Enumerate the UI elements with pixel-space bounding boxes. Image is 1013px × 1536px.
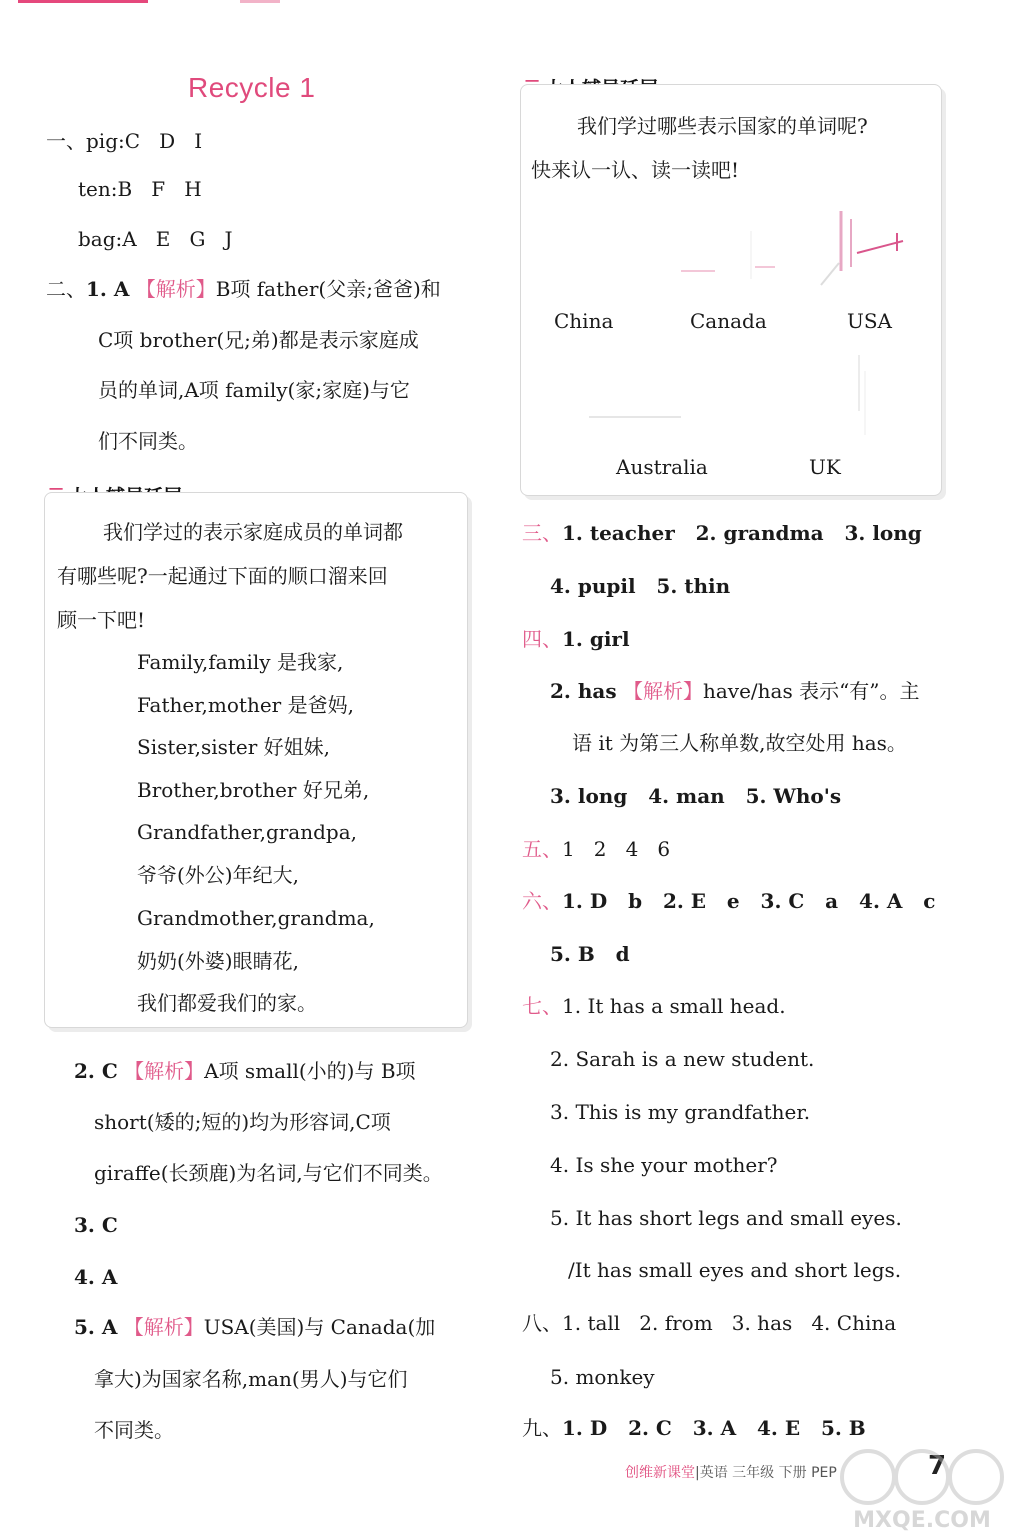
analysis-text: short(矮的;短的)均为形容词,C项 — [94, 1110, 391, 1134]
q2-1-row — [46, 276, 441, 302]
analysis-text: have/has 表示“有”。主 — [702, 679, 920, 703]
answer-line: 3. This is my grandfather. — [550, 1100, 811, 1124]
box-intro-line: 我们学过的表示家庭成员的单词都 — [103, 520, 403, 544]
country-label: China — [554, 309, 614, 333]
flag-sketch-icon — [671, 201, 941, 291]
section-prefix: 五、 — [522, 837, 562, 861]
answer-line: 3. long 4. man 5. Who's — [550, 784, 842, 808]
q3-row — [522, 520, 922, 546]
watermark-ring — [842, 1451, 894, 1503]
analysis-tag: 【解析】 — [124, 1059, 205, 1083]
answer-number: 4. A — [74, 1265, 118, 1289]
answer-number: 3. C — [74, 1213, 118, 1237]
answer-line: 1. girl — [562, 627, 630, 651]
page-footer: 创维新课堂|英语 三年级 下册 PEP — [625, 1465, 837, 1481]
q4-2-row — [550, 678, 920, 704]
tutoring-box-countries — [520, 84, 942, 496]
top-accent-bar — [0, 0, 1013, 6]
answer-line: 5. B d — [550, 942, 630, 966]
analysis-tag: 【解析】 — [622, 679, 703, 703]
rhyme-line: 我们都爱我们的家。 — [137, 991, 317, 1015]
analysis-text: 不同类。 — [94, 1418, 174, 1442]
answer-line: 2. has — [550, 679, 617, 703]
answer-line: 1. D b 2. E e 3. C a 4. A c — [562, 889, 936, 913]
analysis-tag: 【解析】 — [135, 277, 216, 301]
footer-brand: 创维新课堂 — [625, 1465, 695, 1481]
q2-5-row — [74, 1314, 435, 1340]
q1-letters: A E G J — [122, 227, 233, 251]
q1-row — [46, 128, 202, 154]
section-prefix: 九、 — [522, 1416, 562, 1440]
answer-number: 5. A — [74, 1315, 118, 1339]
section-prefix: 六、 — [522, 889, 562, 913]
q2-2-row — [74, 1058, 416, 1084]
footer-grade: 三年级 — [732, 1465, 775, 1481]
answer-line: 1. It has a small head. — [562, 994, 786, 1018]
footer-edition: PEP — [811, 1465, 837, 1481]
rhyme-line: Brother,brother 好兄弟, — [137, 778, 370, 802]
box-intro-line: 快来认一认、读一读吧! — [531, 158, 740, 182]
rhyme-line: Sister,sister 好姐妹, — [137, 735, 331, 759]
answer-line: 1. tall 2. from 3. has 4. China — [562, 1311, 897, 1335]
answer-number: 2. C — [74, 1059, 118, 1083]
q1-word: pig: — [86, 129, 125, 153]
section-prefix: 七、 — [522, 994, 562, 1018]
answer-line: 4. Is she your mother? — [550, 1153, 778, 1177]
country-label: USA — [847, 309, 892, 333]
rhyme-line: Grandfather,grandpa, — [137, 820, 357, 844]
q9-row — [522, 1415, 866, 1441]
q5-row — [522, 836, 670, 862]
answer-line: 1. teacher 2. grandma 3. long — [562, 521, 922, 545]
analysis-text: 员的单词,A项 family(家;家庭)与它 — [98, 378, 410, 402]
page-number: 7 — [928, 1451, 947, 1481]
box-intro-line: 我们学过哪些表示国家的单词呢? — [577, 114, 868, 138]
section-prefix: 四、 — [522, 627, 562, 651]
answer-line: 4. pupil 5. thin — [550, 574, 731, 598]
watermark-logo — [838, 1447, 1008, 1535]
answer-line: 1. D 2. C 3. A 4. E 5. B — [562, 1416, 866, 1440]
footer-subject: 英语 — [699, 1465, 728, 1481]
top-accent-segment — [240, 0, 280, 3]
q1-word: ten: — [78, 177, 118, 201]
analysis-text: A项 small(小的)与 B项 — [204, 1059, 416, 1083]
footer-term: 下册 — [778, 1465, 807, 1481]
q1-row — [78, 176, 202, 202]
q8-row — [522, 1310, 896, 1336]
section-prefix: 二、 — [46, 277, 86, 301]
top-accent-segment — [18, 0, 148, 3]
q1-word: bag: — [78, 227, 123, 251]
analysis-text: USA(美国)与 Canada(加 — [203, 1315, 436, 1339]
rhyme-line: Father,mother 是爸妈, — [137, 693, 354, 717]
country-label: UK — [809, 455, 841, 479]
rhyme-line: 奶奶(外婆)眼睛花, — [137, 949, 299, 973]
answer-line: 2. Sarah is a new student. — [550, 1047, 815, 1071]
flag-sketch-icon — [581, 351, 881, 441]
watermark-text: MXQE.COM — [853, 1508, 991, 1533]
answer-line: 1 2 4 6 — [562, 837, 671, 861]
analysis-text: 语 it 为第三人称单数,故空处用 has。 — [572, 731, 907, 755]
page-title: Recycle 1 — [188, 72, 316, 103]
box-intro-line: 顾一下吧! — [57, 608, 146, 632]
q7-row — [522, 993, 786, 1019]
watermark-ring — [896, 1451, 948, 1503]
analysis-tag: 【解析】 — [123, 1315, 204, 1339]
section-prefix: 八、 — [522, 1311, 562, 1335]
analysis-text: 们不同类。 — [98, 429, 198, 453]
country-label: Australia — [616, 455, 708, 479]
box-intro-line: 有哪些呢?一起通过下面的顺口溜来回 — [57, 564, 388, 588]
section-prefix: 一、 — [46, 129, 86, 153]
watermark-ring — [950, 1451, 1002, 1503]
rhyme-line: Grandmother,grandma, — [137, 906, 375, 930]
analysis-text: giraffe(长颈鹿)为名词,与它们不同类。 — [94, 1161, 443, 1185]
q6-row — [522, 888, 935, 914]
answer-line: 5. It has short legs and small eyes. — [550, 1206, 902, 1230]
analysis-text: C项 brother(兄;弟)都是表示家庭成 — [98, 328, 419, 352]
answer-line: /It has small eyes and short legs. — [568, 1258, 902, 1282]
analysis-text: B项 father(父亲;爸爸)和 — [215, 277, 441, 301]
q1-row — [78, 226, 233, 252]
rhyme-line: Family,family 是我家, — [137, 650, 344, 674]
tutoring-box-family — [44, 492, 468, 1028]
answer-number: 1. A — [86, 277, 130, 301]
answer-line: 5. monkey — [550, 1365, 655, 1389]
analysis-text: 拿大)为国家名称,man(男人)与它们 — [94, 1367, 408, 1391]
q1-letters: B F H — [117, 177, 202, 201]
q4-row — [522, 626, 630, 652]
rhyme-line: 爷爷(外公)年纪大, — [137, 863, 299, 887]
section-prefix: 三、 — [522, 521, 562, 545]
q1-letters: C D I — [124, 129, 203, 153]
country-label: Canada — [690, 309, 767, 333]
